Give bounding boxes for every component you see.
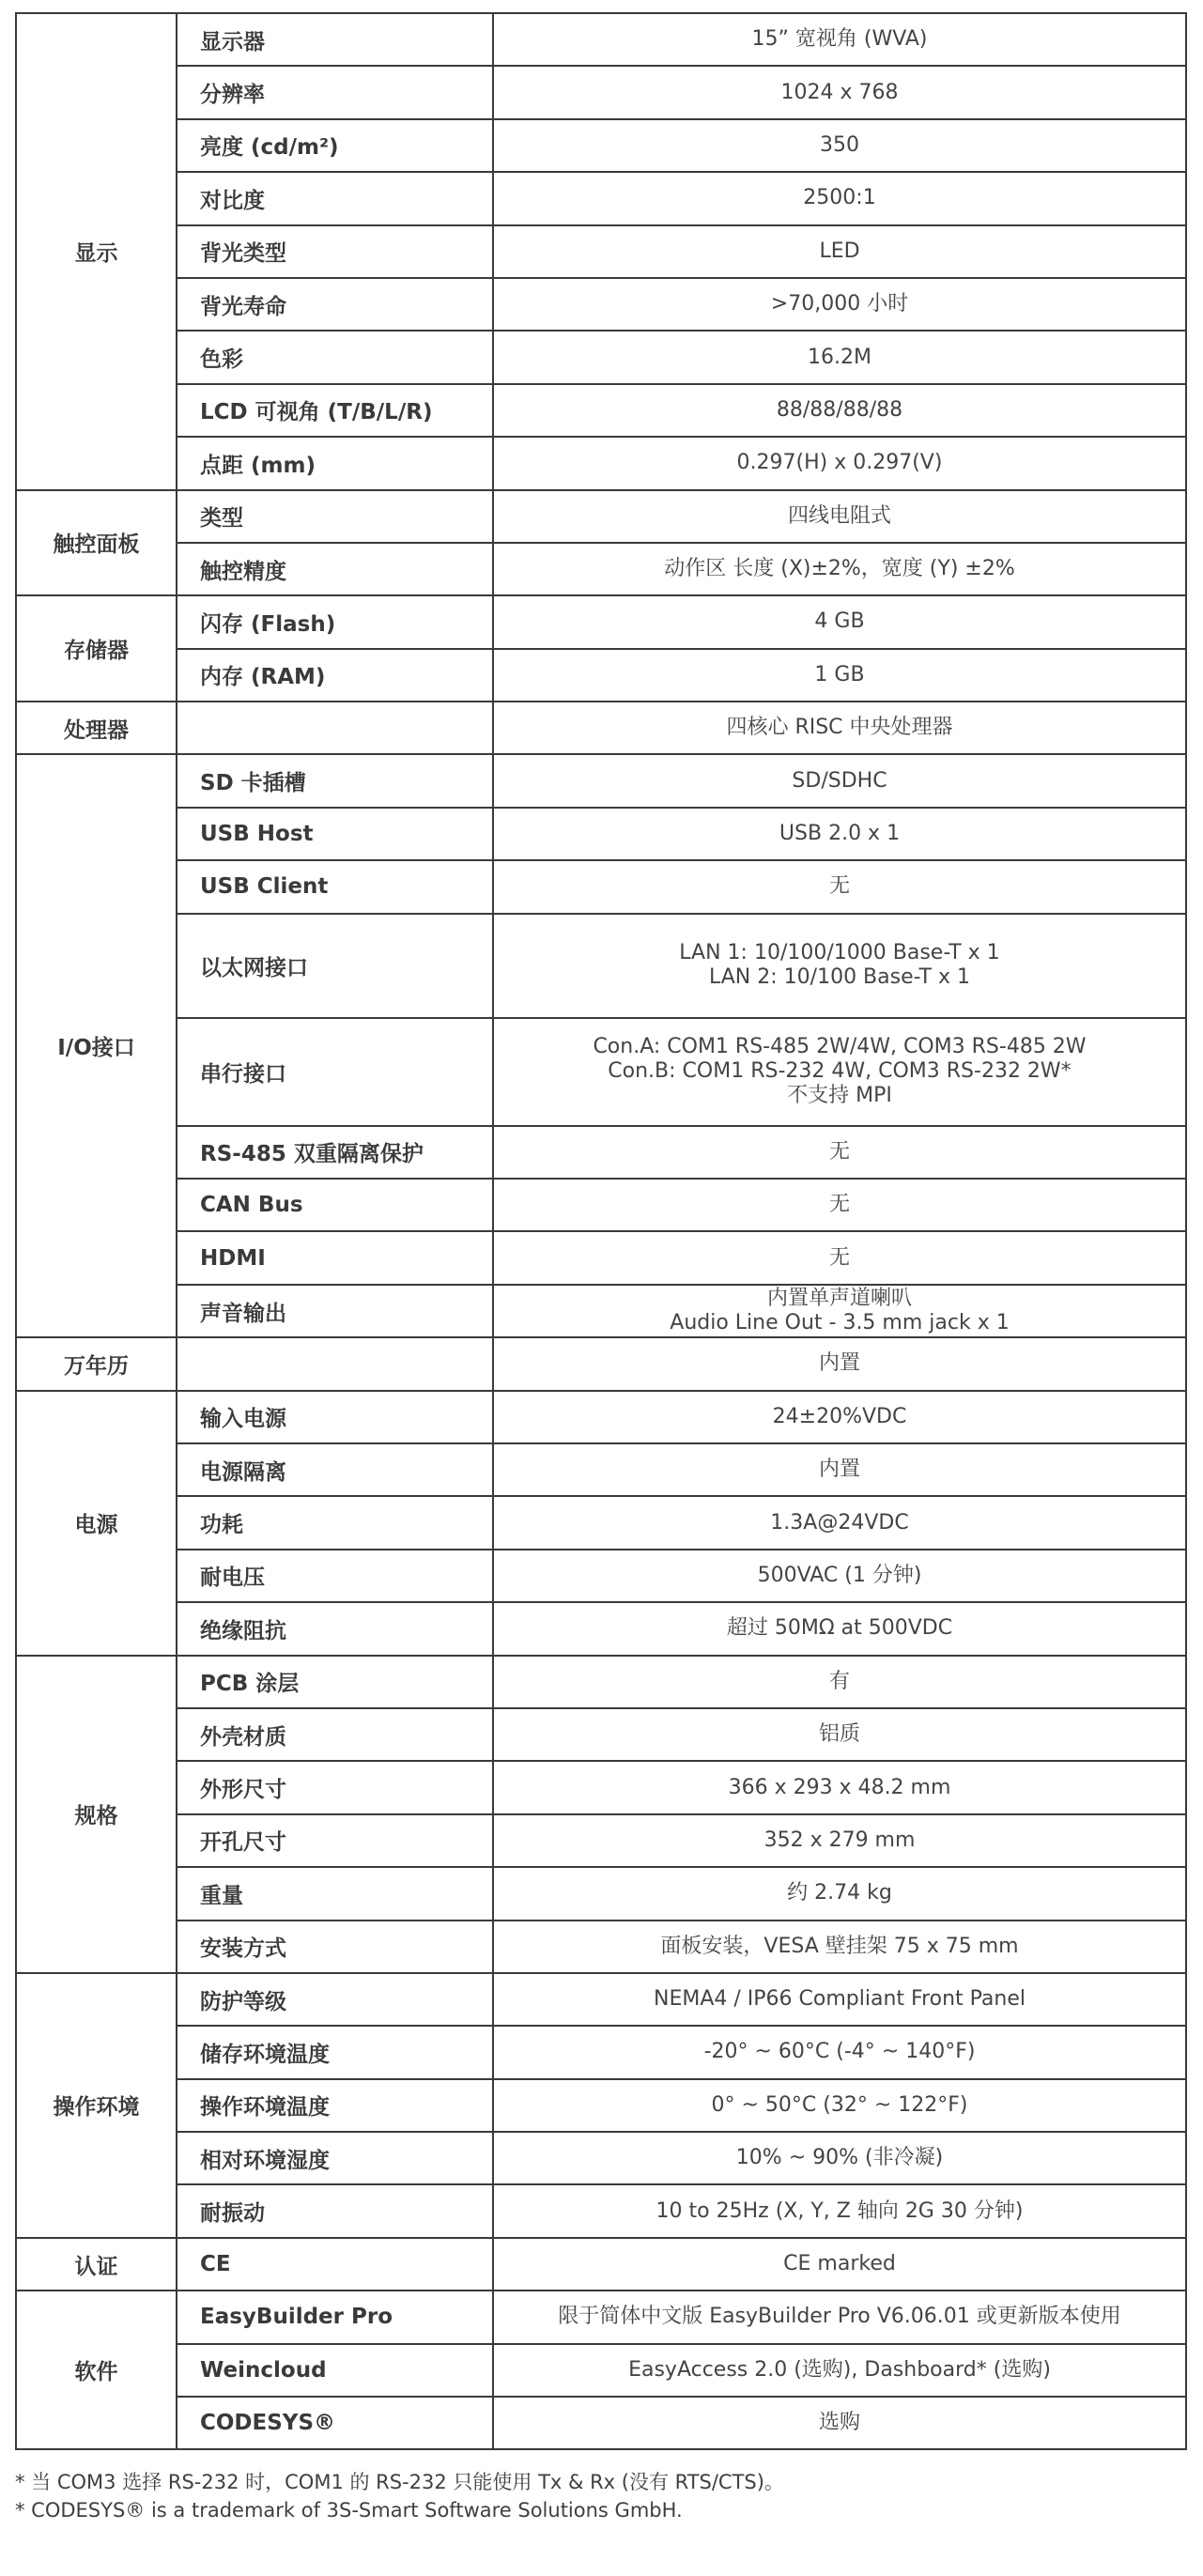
spec-value: [493, 1973, 1186, 2026]
spec-value-line: 10 to 25Hz (X, Y, Z 轴向 2G 30 分钟): [655, 2198, 1024, 2223]
spec-row: [16, 1496, 1186, 1549]
spec-row: [16, 1550, 1186, 1602]
spec-label: CODESYS®: [177, 2397, 493, 2449]
spec-label: LCD 可视角 (T/B/L/R): [177, 384, 493, 437]
spec-value: [493, 331, 1186, 383]
spec-value: [493, 2291, 1186, 2343]
category-cell: 触控面板: [16, 490, 177, 596]
spec-value: [493, 437, 1186, 489]
spec-row: [16, 1285, 1186, 1337]
spec-value-line: 动作区 长度 (X)±2%，宽度 (Y) ±2%: [664, 557, 1015, 581]
spec-row: [16, 1973, 1186, 2026]
spec-value: [493, 1496, 1186, 1549]
spec-value: [493, 914, 1186, 1018]
spec-value-line: 面板安装，VESA 壁挂架 75 x 75 mm: [660, 1934, 1019, 1958]
spec-label: 重量: [177, 1867, 493, 1920]
spec-label: 相对环境湿度: [177, 2132, 493, 2184]
spec-row: [16, 331, 1186, 383]
spec-label: 输入电源: [177, 1391, 493, 1443]
spec-label: 串行接口: [177, 1018, 493, 1126]
spec-row: [16, 384, 1186, 437]
spec-value-line: 88/88/88/88: [776, 397, 903, 422]
spec-label: 开孔尺寸: [177, 1814, 493, 1867]
category-cell: 处理器: [16, 702, 177, 754]
spec-value: [493, 1391, 1186, 1443]
spec-value: [493, 225, 1186, 278]
spec-value: [493, 2397, 1186, 2449]
spec-value: [493, 543, 1186, 595]
spec-value: [493, 384, 1186, 437]
spec-value-line: 4 GB: [814, 609, 865, 634]
spec-label: HDMI: [177, 1231, 493, 1284]
spec-value-line: 选购: [818, 2411, 860, 2435]
spec-label: 点距 (mm): [177, 437, 493, 489]
spec-value: [493, 2184, 1186, 2237]
spec-row: [16, 702, 1186, 754]
spec-value: [493, 1018, 1186, 1126]
spec-row: [16, 1814, 1186, 1867]
spec-value-line: 15” 宽视角 (WVA): [751, 27, 928, 52]
spec-label: 对比度: [177, 172, 493, 224]
spec-value-line: 内置单声道喇叭: [766, 1287, 912, 1310]
spec-row: [16, 1443, 1186, 1496]
category-cell: 操作环境: [16, 1973, 177, 2238]
spec-value-line: >70,000 小时: [770, 292, 909, 316]
category-cell: 软件: [16, 2291, 177, 2449]
spec-label: RS-485 双重隔离保护: [177, 1126, 493, 1179]
spec-row: [16, 2344, 1186, 2397]
spec-value: [493, 2079, 1186, 2132]
spec-label: PCB 涂层: [177, 1656, 493, 1708]
spec-label: USB Client: [177, 860, 493, 913]
spec-value: [493, 808, 1186, 860]
footnote-codesys-trademark: * CODESYS® is a trademark of 3S-Smart Software Solutions GmbH.: [15, 2499, 683, 2522]
spec-value: [493, 1602, 1186, 1655]
spec-row: [16, 1708, 1186, 1761]
spec-value-line: 限于简体中文版 EasyBuilder Pro V6.06.01 或更新版本使用: [558, 2305, 1121, 2329]
spec-value: [493, 1656, 1186, 1708]
spec-value-line: 24±20%VDC: [772, 1404, 907, 1428]
spec-label: Weincloud: [177, 2344, 493, 2397]
spec-value: [493, 1443, 1186, 1496]
category-cell: 规格: [16, 1656, 177, 1973]
spec-value-line: 超过 50MΩ at 500VDC: [726, 1616, 953, 1641]
category-cell: 显示: [16, 13, 177, 490]
spec-value: [493, 1126, 1186, 1179]
footnotes: [15, 2468, 784, 2524]
spec-value-line: 无: [828, 874, 850, 899]
spec-value-line: NEMA4 / IP66 Compliant Front Panel: [654, 1987, 1026, 2012]
spec-value-line: 四线电阻式: [787, 503, 891, 528]
spec-table-body: [16, 13, 1186, 2449]
spec-label: 外壳材质: [177, 1708, 493, 1761]
spec-value-line: 铝质: [818, 1722, 860, 1747]
spec-label: 绝缘阻抗: [177, 1602, 493, 1655]
spec-label: 操作环境温度: [177, 2079, 493, 2132]
spec-value-line: SD/SDHC: [792, 768, 887, 793]
spec-value-line: 500VAC (1 分钟): [757, 1563, 922, 1587]
spec-row: [16, 1920, 1186, 1973]
spec-label: 电源隔离: [177, 1443, 493, 1496]
spec-value-line: Con.A: COM1 RS-485 2W/4W, COM3 RS-485 2W: [593, 1035, 1087, 1059]
spec-value: [493, 649, 1186, 702]
spec-label: 内存 (RAM): [177, 649, 493, 702]
spec-value: [493, 1337, 1186, 1390]
spec-row: [16, 13, 1186, 66]
spec-value-line: 无: [828, 1139, 850, 1164]
spec-label: CE: [177, 2238, 493, 2291]
spec-value: [493, 1920, 1186, 1973]
category-cell: 电源: [16, 1391, 177, 1656]
spec-row: [16, 595, 1186, 648]
spec-value: [493, 2132, 1186, 2184]
spec-value-line: LAN 2: 10/100 Base-T x 1: [709, 965, 970, 990]
spec-row: [16, 914, 1186, 1018]
spec-label: 耐振动: [177, 2184, 493, 2237]
spec-label: 储存环境温度: [177, 2026, 493, 2078]
spec-value-line: 四核心 RISC 中央处理器: [726, 716, 953, 740]
spec-value: [493, 2238, 1186, 2291]
spec-value-line: CE marked: [783, 2252, 896, 2276]
spec-row: [16, 225, 1186, 278]
spec-value-line: 有: [828, 1669, 850, 1693]
spec-value: [493, 1179, 1186, 1231]
spec-row: [16, 2026, 1186, 2078]
spec-row: [16, 66, 1186, 118]
spec-value: [493, 1708, 1186, 1761]
spec-row: [16, 437, 1186, 489]
spec-row: [16, 1126, 1186, 1179]
spec-label: 类型: [177, 490, 493, 543]
spec-row: [16, 1018, 1186, 1126]
spec-label: USB Host: [177, 808, 493, 860]
spec-value: [493, 1550, 1186, 1602]
spec-value-line: 1 GB: [814, 662, 865, 686]
spec-label: 耐电压: [177, 1550, 493, 1602]
spec-value: [493, 1285, 1186, 1337]
spec-value-line: Audio Line Out - 3.5 mm jack x 1: [670, 1311, 1010, 1334]
spec-row: [16, 754, 1186, 807]
spec-value: [493, 1761, 1186, 1813]
spec-label: 闪存 (Flash): [177, 595, 493, 648]
spec-row: [16, 2238, 1186, 2291]
spec-label: 显示器: [177, 13, 493, 66]
spec-label: 亮度 (cd/m²): [177, 119, 493, 172]
spec-row: [16, 2184, 1186, 2237]
spec-label: 防护等级: [177, 1973, 493, 2026]
spec-label: 触控精度: [177, 543, 493, 595]
spec-label: 功耗: [177, 1496, 493, 1549]
spec-value-line: 16.2M: [808, 345, 871, 369]
spec-value-line: LED: [819, 239, 860, 263]
category-cell: 万年历: [16, 1337, 177, 1390]
spec-label: EasyBuilder Pro: [177, 2291, 493, 2343]
spec-value: [493, 860, 1186, 913]
spec-label: 背光寿命: [177, 278, 493, 331]
spec-value-line: 2500:1: [803, 186, 876, 210]
spec-value-line: 10% ~ 90% (非冷凝): [735, 2146, 944, 2170]
spec-value-line: 1024 x 768: [780, 80, 899, 104]
spec-row: [16, 1761, 1186, 1813]
spec-value-line: Con.B: COM1 RS-232 4W, COM3 RS-232 2W*: [608, 1059, 1072, 1084]
spec-value-line: 1.3A@24VDC: [770, 1510, 909, 1535]
spec-value-line: -20° ~ 60°C (-4° ~ 140°F): [703, 2040, 976, 2064]
category-cell: 存储器: [16, 595, 177, 702]
spec-row: [16, 2291, 1186, 2343]
category-cell: I/O接口: [16, 754, 177, 1337]
spec-row: [16, 2079, 1186, 2132]
spec-row: [16, 808, 1186, 860]
spec-value-line: 366 x 293 x 48.2 mm: [728, 1775, 951, 1799]
spec-row: [16, 1337, 1186, 1390]
spec-value-line: USB 2.0 x 1: [779, 822, 901, 846]
spec-value-line: 不支持 MPI: [787, 1084, 892, 1108]
spec-row: [16, 2397, 1186, 2449]
spec-label: [177, 702, 493, 754]
spec-row: [16, 1656, 1186, 1708]
spec-row: [16, 2132, 1186, 2184]
spec-row: [16, 1867, 1186, 1920]
spec-label: 外形尺寸: [177, 1761, 493, 1813]
spec-label: 以太网接口: [177, 914, 493, 1018]
spec-value: [493, 172, 1186, 224]
spec-row: [16, 1231, 1186, 1284]
spec-label: [177, 1337, 493, 1390]
spec-value: [493, 490, 1186, 543]
spec-value-line: 352 x 279 mm: [763, 1828, 916, 1852]
spec-value: [493, 13, 1186, 66]
spec-table: [15, 12, 1187, 2450]
spec-row: [16, 543, 1186, 595]
spec-value-line: 350: [820, 132, 859, 157]
spec-value-line: 内置: [818, 1351, 860, 1376]
spec-value: [493, 2026, 1186, 2078]
spec-value-line: LAN 1: 10/100/1000 Base-T x 1: [679, 941, 1000, 965]
spec-value: [493, 278, 1186, 331]
spec-value: [493, 2344, 1186, 2397]
spec-value: [493, 1814, 1186, 1867]
category-cell: 认证: [16, 2238, 177, 2291]
spec-label: 声音输出: [177, 1285, 493, 1337]
spec-label: 分辨率: [177, 66, 493, 118]
spec-label: 安装方式: [177, 1920, 493, 1973]
spec-value-line: 内置: [818, 1458, 860, 1482]
spec-label: 色彩: [177, 331, 493, 383]
spec-row: [16, 1391, 1186, 1443]
spec-row: [16, 119, 1186, 172]
spec-label: CAN Bus: [177, 1179, 493, 1231]
spec-value-line: 约 2.74 kg: [787, 1881, 892, 1905]
spec-value-line: 0° ~ 50°C (32° ~ 122°F): [711, 2092, 968, 2117]
spec-value: [493, 1231, 1186, 1284]
spec-value-line: 0.297(H) x 0.297(V): [736, 451, 943, 475]
spec-value-line: 无: [828, 1193, 850, 1217]
spec-row: [16, 278, 1186, 331]
spec-row: [16, 860, 1186, 913]
spec-row: [16, 490, 1186, 543]
spec-row: [16, 1602, 1186, 1655]
spec-value-line: 无: [828, 1245, 850, 1270]
footnote-com3: * 当 COM3 选择 RS-232 时，COM1 的 RS-232 只能使用 Tx & Rx (没有 RTS/CTS)。: [15, 2471, 784, 2493]
spec-value: [493, 1867, 1186, 1920]
spec-value: [493, 702, 1186, 754]
spec-value: [493, 754, 1186, 807]
spec-label: SD 卡插槽: [177, 754, 493, 807]
spec-value: [493, 66, 1186, 118]
spec-value: [493, 595, 1186, 648]
spec-value-line: EasyAccess 2.0 (选购), Dashboard* (选购): [628, 2357, 1051, 2382]
spec-label: 背光类型: [177, 225, 493, 278]
spec-row: [16, 1179, 1186, 1231]
spec-row: [16, 172, 1186, 224]
spec-value: [493, 119, 1186, 172]
spec-row: [16, 649, 1186, 702]
